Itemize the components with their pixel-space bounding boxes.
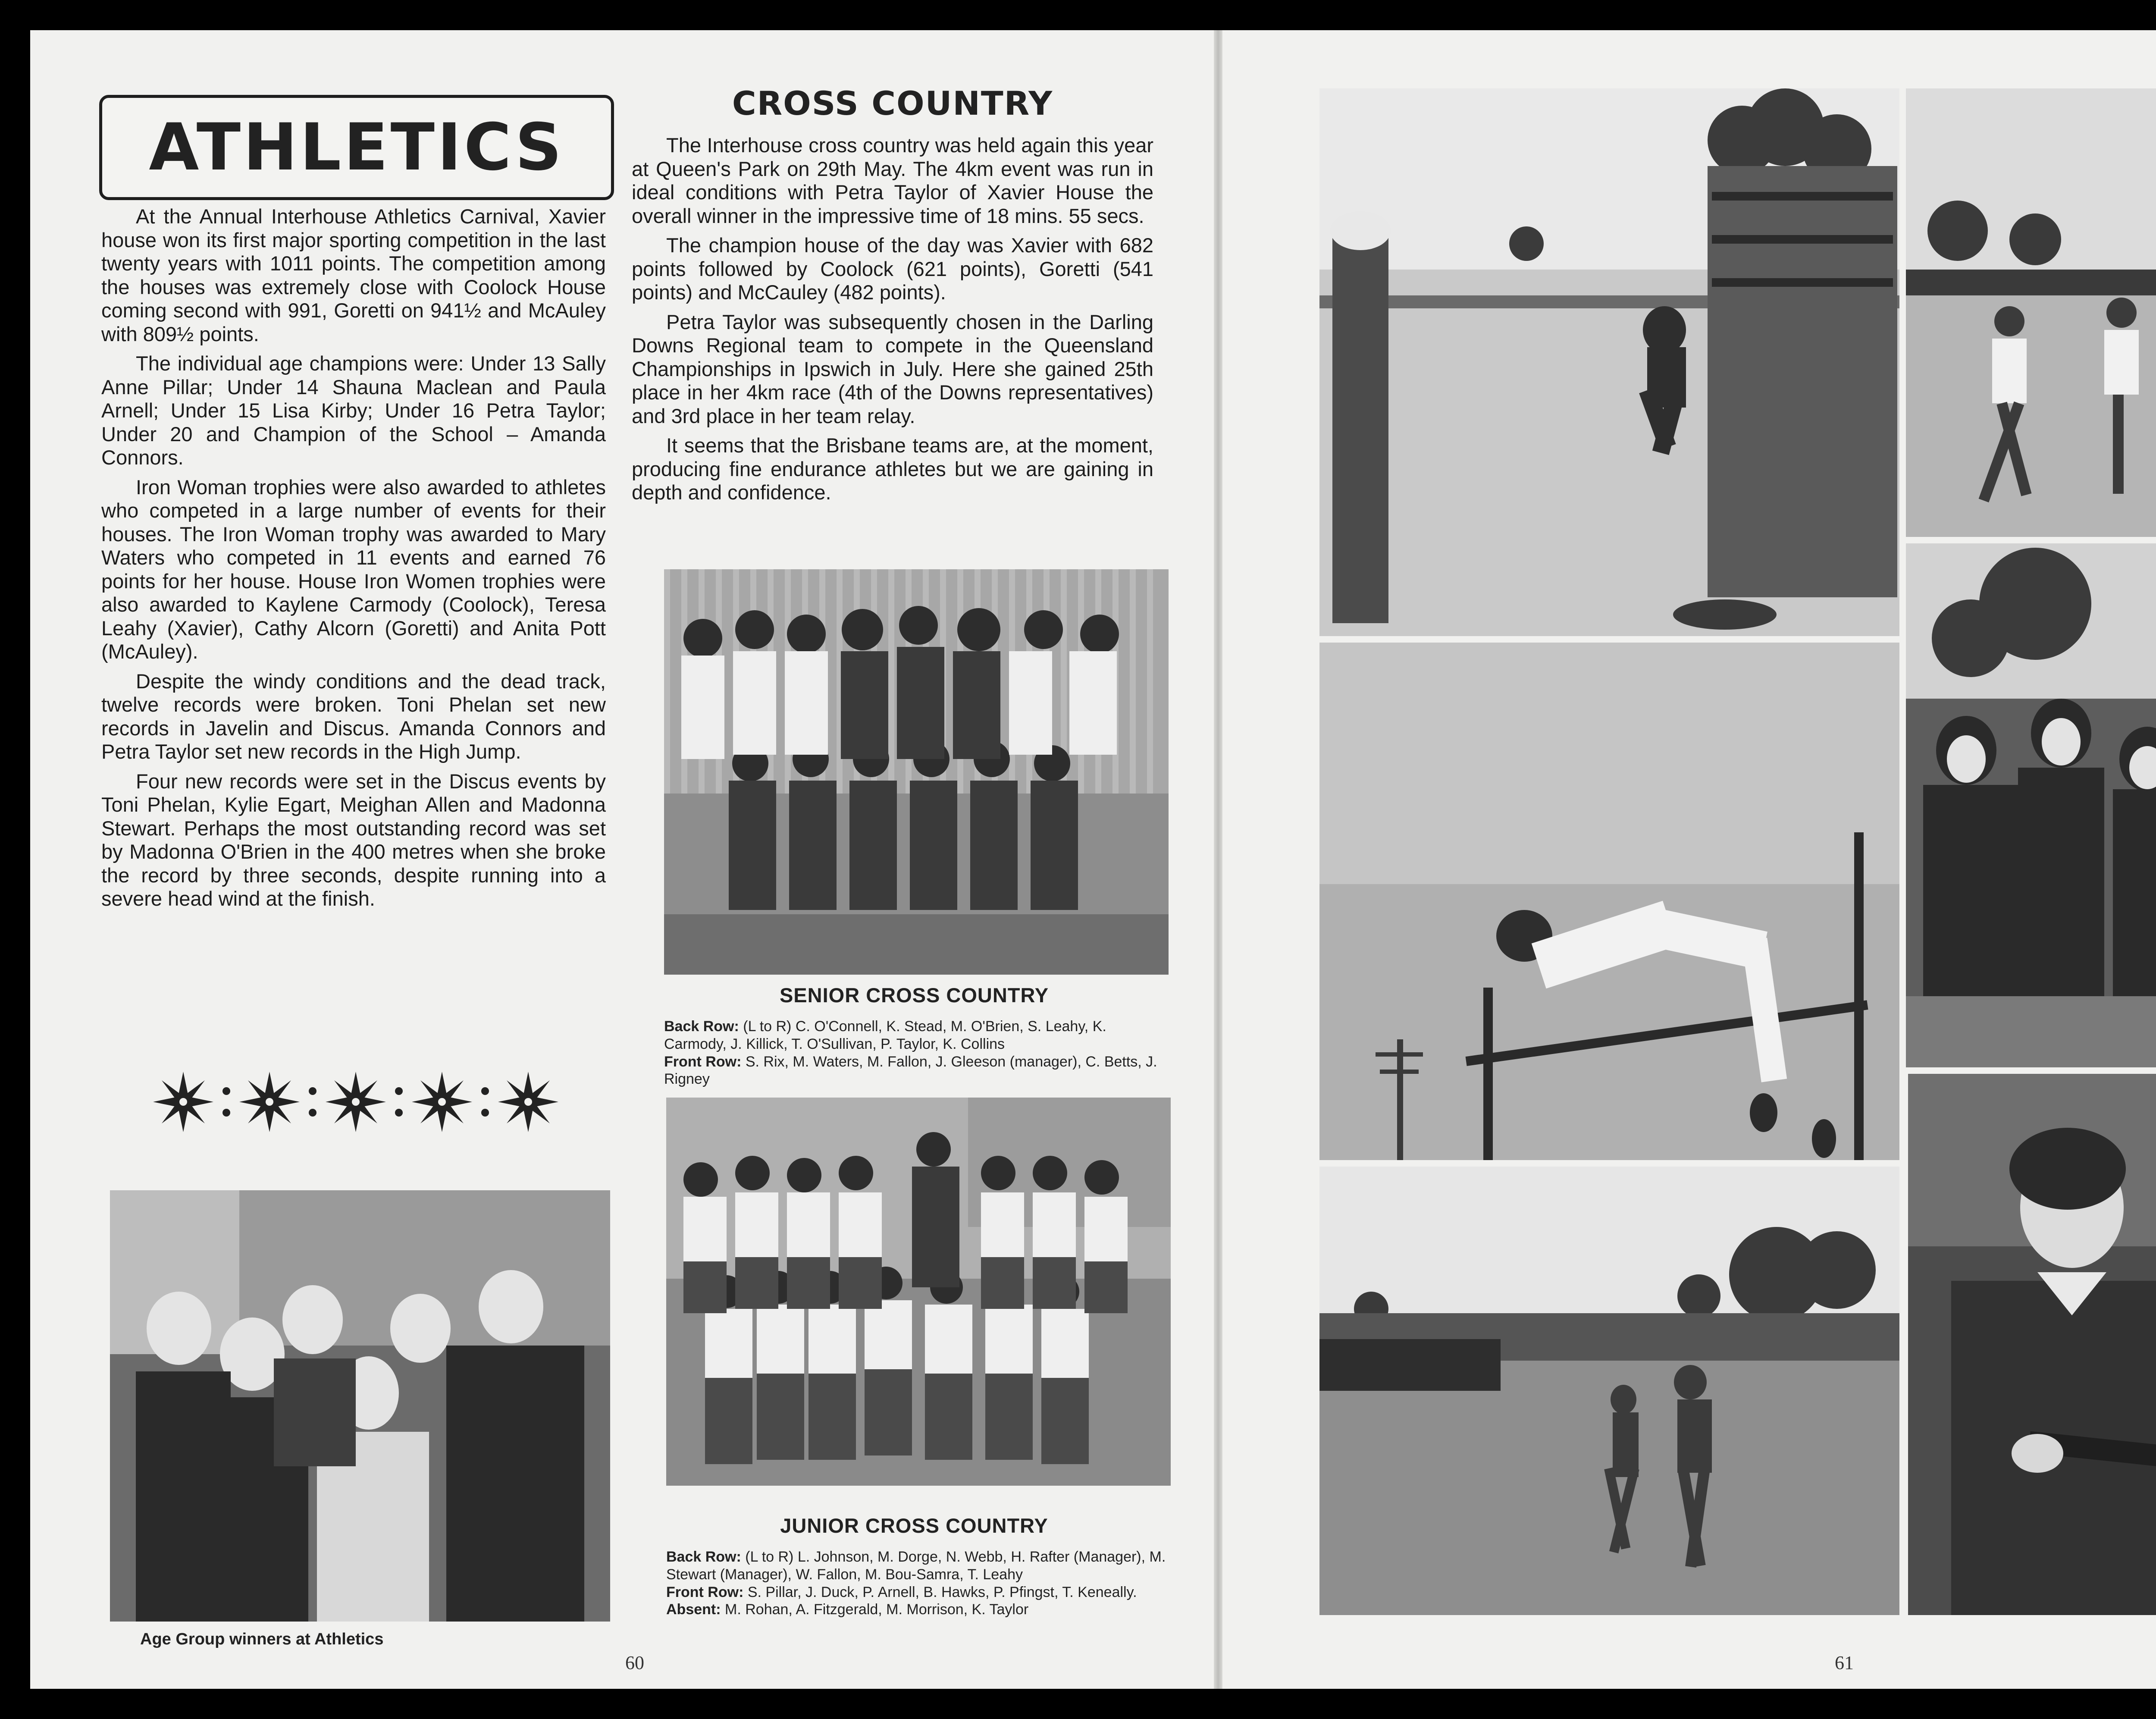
- cross-country-paragraph: The champion house of the day was Xavier with 682 points followed by Coolock (621 points), Goretti (541 points) and McCauley (482 points).: [632, 234, 1153, 304]
- cross-country-paragraph: It seems that the Brisbane teams are, at the moment, producing fine endurance athletes but we are gaining in depth and confidence.: [632, 434, 1153, 504]
- page-gutter: [1214, 30, 1222, 1689]
- senior-caption-heading: SENIOR CROSS COUNTRY: [779, 984, 1049, 1007]
- senior-back-row-label: Back Row:: [664, 1018, 739, 1035]
- running-race-photo: [1319, 1167, 1899, 1615]
- page-number-right: 61: [1835, 1652, 1854, 1673]
- senior-cross-country-photo: [664, 569, 1169, 975]
- decorative-flower-divider: [144, 1065, 576, 1139]
- athletics-article: [101, 205, 606, 917]
- page-number-left: 60: [625, 1652, 644, 1673]
- trophy-winners-photo: [1908, 1074, 2156, 1615]
- junior-back-row: (L to R) L. Johnson, M. Dorge, N. Webb, H. Rafter (Manager), M. Stewart (Manager), W. Fallon, M. Bou-Samra, T. Leahy: [666, 1549, 1166, 1583]
- athletics-title-box: [99, 95, 614, 200]
- cross-country-paragraph: The Interhouse cross country was held again this year at Queen's Park on 29th May. The 4km event was run in ideal conditions with Petra Taylor of Xavier House the overall winner in the impressive time of 18 mins. 55 secs.: [632, 134, 1153, 227]
- junior-front-row: S. Pillar, J. Duck, P. Arnell, B. Hawks, P. Pfingst, T. Keneally.: [747, 1584, 1137, 1600]
- high-jump-field-photo: [1319, 88, 1899, 636]
- senior-front-row: S. Rix, M. Waters, M. Fallon, J. Gleeson (manager), C. Betts, J. Rigney: [664, 1053, 1157, 1088]
- athletics-paragraph: Four new records were set in the Discus events by Toni Phelan, Kylie Egart, Meighan Allen and Madonna Stewart. Perhaps the most outstanding record was set by Madonna O'Brien in the 400 metres when she broke the record by three seconds, despite running into a severe head wind at the finish.: [101, 769, 606, 910]
- junior-cross-country-photo: [666, 1098, 1171, 1486]
- senior-front-row-label: Front Row:: [664, 1053, 742, 1070]
- age-group-caption: Age Group winners at Athletics: [140, 1630, 384, 1648]
- cross-country-article: [632, 134, 1153, 511]
- senior-back-row: (L to R) C. O'Connell, K. Stead, M. O'Brien, S. Leahy, K. Carmody, J. Killick, T. O'Sullivan, P. Taylor, K. Collins: [664, 1018, 1106, 1052]
- senior-caption: [664, 1018, 1173, 1088]
- athletics-paragraph: The individual age champions were: Under 13 Sally Anne Pillar; Under 14 Shauna Maclean and Paula Arnell; Under 15 Lisa Kirby; Under 16 Petra Taylor; Under 20 and Champion of the School – Amanda Connors.: [101, 352, 606, 469]
- sprint-race-photo: [1906, 88, 2156, 537]
- age-group-winners-photo: [110, 1190, 610, 1622]
- athletics-title: ATHLETICS: [149, 110, 564, 185]
- junior-absent-label: Absent:: [666, 1601, 721, 1618]
- athletics-paragraph: Despite the windy conditions and the dead track, twelve records were broken. Toni Phelan set new records in Javelin and Discus. Amanda Connors and Petra Taylor set new records in the High Jump.: [101, 669, 606, 763]
- junior-back-row-label: Back Row:: [666, 1549, 741, 1565]
- right-page: [1222, 30, 2156, 1689]
- junior-absent: M. Rohan, A. Fitzgerald, M. Morrison, K. Taylor: [725, 1601, 1029, 1618]
- cross-country-paragraph: Petra Taylor was subsequently chosen in the Darling Downs Regional team to compete in the Queensland Championships in Ipswich in July. Here she gained 25th place in her 4km race (4th of the Downs representatives) and 3rd place in her team relay.: [632, 310, 1153, 427]
- high-jump-bar-photo: [1319, 643, 1899, 1160]
- athletics-paragraph: Iron Woman trophies were also awarded to athletes who competed in a large number of events for their houses. The Iron Woman trophy was awarded to Mary Waters who competed in 11 events and earned 76 points for her house. House Iron Women trophies were also awarded to Kaylene Carmody (Coolock), Teresa Leahy (Xavier), Cathy Alcorn (Goretti) and Anita Pott (McAuley).: [101, 475, 606, 663]
- students-crowd-photo: [1906, 543, 2156, 1067]
- cross-country-title: CROSS COUNTRY: [732, 84, 1053, 122]
- junior-caption-heading: JUNIOR CROSS COUNTRY: [780, 1514, 1048, 1537]
- junior-caption: [666, 1548, 1173, 1619]
- left-page: [30, 30, 1214, 1689]
- junior-front-row-label: Front Row:: [666, 1584, 744, 1600]
- yearbook-spread: [30, 30, 2156, 1689]
- athletics-paragraph: At the Annual Interhouse Athletics Carnival, Xavier house won its first major sporting competition in the last twenty years with 1011 points. The competition among the houses was extremely close with Coolock House coming second with 991, Goretti on 941½ and McAuley with 809½ points.: [101, 205, 606, 345]
